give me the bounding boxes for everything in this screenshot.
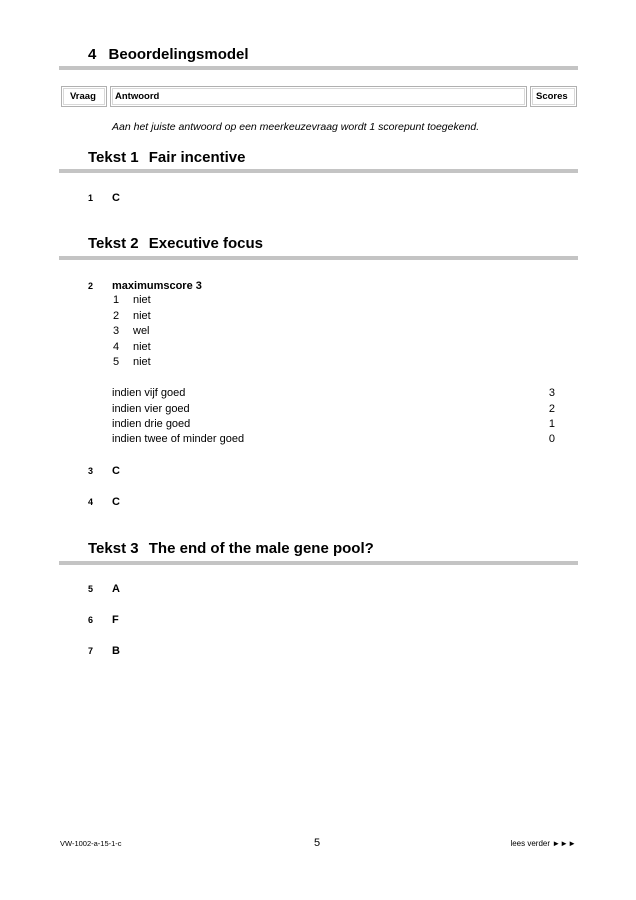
question-answer: F (112, 614, 119, 626)
tekst2-label: Tekst 2 (88, 235, 139, 252)
item-value: niet (133, 356, 151, 368)
footer-code: VW-1002-a-15-1-c (60, 839, 122, 848)
item-number: 1 (113, 294, 120, 306)
item-value: niet (133, 310, 151, 322)
header-antwoord: Antwoord (110, 86, 527, 107)
item-value: niet (133, 294, 151, 306)
question-number: 6 (88, 615, 94, 625)
header-vraag: Vraag (61, 86, 107, 107)
maximumscore-label: maximumscore 3 (112, 280, 202, 292)
intro-text: Aan het juiste antwoord op een meerkeuzevraag wordt 1 scorepunt toegekend. (112, 121, 480, 133)
tekst2-heading (88, 235, 263, 252)
scoring-rule: indien vijf goed (112, 387, 186, 399)
scoring-value: 3 (548, 387, 555, 399)
question-answer: C (112, 192, 120, 204)
question-answer: C (112, 465, 120, 477)
tekst3-heading (88, 540, 374, 557)
tekst2-title: Executive focus (148, 235, 263, 252)
question-number: 2 (88, 281, 94, 291)
page-number: 5 (314, 837, 321, 849)
question-number: 7 (88, 646, 94, 656)
tekst1-title: Fair incentive (148, 149, 246, 166)
section-number: 4 (88, 46, 97, 63)
item-number: 5 (113, 356, 120, 368)
question-answer: A (112, 583, 120, 595)
tekst2-rule (59, 256, 578, 260)
item-number: 2 (113, 310, 120, 322)
tekst1-heading (88, 149, 245, 166)
tekst3-title: The end of the male gene pool? (148, 540, 374, 557)
scoring-value: 1 (548, 418, 555, 430)
section-title: Beoordelingsmodel (108, 46, 249, 63)
scoring-rule: indien vier goed (112, 403, 190, 415)
item-value: wel (133, 325, 150, 337)
item-value: niet (133, 341, 151, 353)
header-scores: Scores (530, 86, 577, 107)
scoring-rule: indien drie goed (112, 418, 191, 430)
question-number: 5 (88, 584, 94, 594)
question-answer: B (112, 645, 120, 657)
section-rule (59, 66, 578, 70)
question-number: 4 (88, 497, 94, 507)
question-answer: C (112, 496, 120, 508)
scoring-rule: indien twee of minder goed (112, 433, 245, 445)
section-heading (88, 46, 249, 63)
question-number: 3 (88, 466, 94, 476)
scoring-value: 2 (548, 403, 555, 415)
tekst3-label: Tekst 3 (88, 540, 139, 557)
item-number: 3 (113, 325, 120, 337)
question-number: 1 (88, 193, 94, 203)
scoring-value: 0 (548, 433, 555, 445)
tekst1-rule (59, 169, 578, 173)
next-page-link[interactable]: lees verder ►►► (510, 839, 576, 848)
item-number: 4 (113, 341, 120, 353)
tekst3-rule (59, 561, 578, 565)
tekst1-label: Tekst 1 (88, 149, 139, 166)
